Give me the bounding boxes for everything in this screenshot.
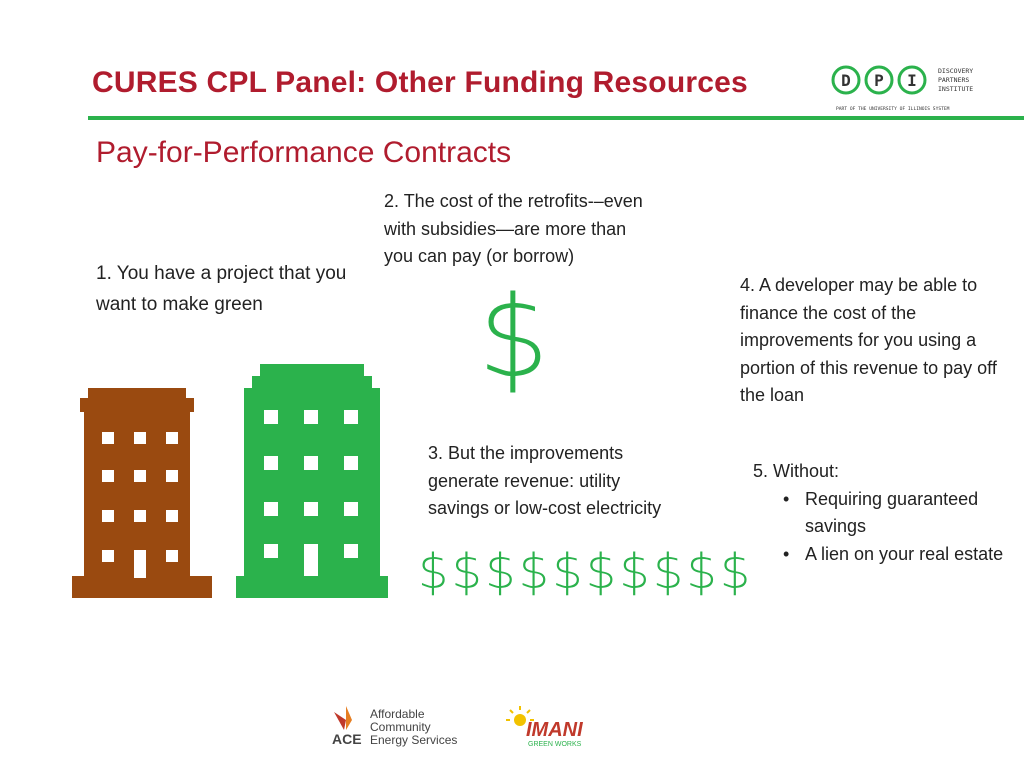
step-2-text: 2. The cost of the retrofits-–even with subsidies—are more than you can pay (or borrow) — [384, 191, 643, 266]
sun-icon — [514, 714, 526, 726]
page-title: CURES CPL Panel: Other Funding Resources — [92, 66, 748, 99]
ace-acronym: ACE — [332, 731, 362, 747]
dollar-sign: $ — [719, 544, 752, 600]
dollar-sign: $ — [518, 544, 551, 600]
big-dollar-sign: $ — [478, 273, 550, 403]
dpi-letter-p: P — [874, 71, 884, 90]
dpi-name-line: DISCOVERY — [938, 67, 974, 75]
step-5-bullet: • A lien on your real estate — [783, 541, 1023, 569]
imani-tagline: GREEN WORKS — [528, 741, 582, 748]
step-5-bullet-list — [753, 486, 1023, 569]
ace-name-line: Community — [370, 720, 431, 734]
ace-name-line: Affordable — [370, 707, 425, 721]
dollar-sign: $ — [552, 544, 584, 600]
step-1-text: 1. You have a project that you want to make green — [96, 263, 347, 315]
step-3-text: 3. But the improvements generate revenue: utility savings or low-cost electricity — [428, 443, 662, 518]
page-subtitle: Pay-for-Performance Contracts — [96, 136, 512, 169]
dollar-sign: $ — [686, 544, 718, 600]
dpi-name-line: INSTITUTE — [938, 85, 974, 93]
dpi-tagline: PART OF THE UNIVERSITY OF ILLINOIS SYSTEM — [836, 107, 950, 112]
green-building-icon — [236, 364, 388, 598]
dollar-sign: $ — [619, 544, 651, 600]
imani-name: IMANI — [526, 719, 583, 741]
title-divider — [88, 116, 1024, 120]
brown-building-icon — [72, 388, 212, 598]
dollar-sign: $ — [585, 544, 618, 600]
dollar-sign: $ — [451, 544, 484, 600]
step-5-heading: 5. Without: — [753, 461, 840, 481]
ace-name — [370, 708, 457, 747]
step-5-bullet: • Requiring guaranteed savings — [783, 486, 1023, 541]
dpi-name-line: PARTNERS — [938, 76, 970, 84]
dollar-row — [418, 542, 753, 602]
dollar-sign: $ — [418, 544, 450, 600]
dpi-logo — [830, 62, 1000, 114]
dpi-letter-d: D — [841, 71, 851, 90]
dollar-sign: $ — [652, 544, 685, 600]
step-5-block — [753, 458, 1023, 568]
step-4-text: 4. A developer may be able to finance the cost of the improvements for you using a portion of this revenue to pay off the loan — [740, 275, 997, 405]
imani-logo — [506, 706, 598, 750]
dpi-letter-i: I — [907, 71, 917, 90]
dollar-sign: $ — [485, 544, 517, 600]
ace-name-line: Energy Services — [370, 733, 458, 747]
